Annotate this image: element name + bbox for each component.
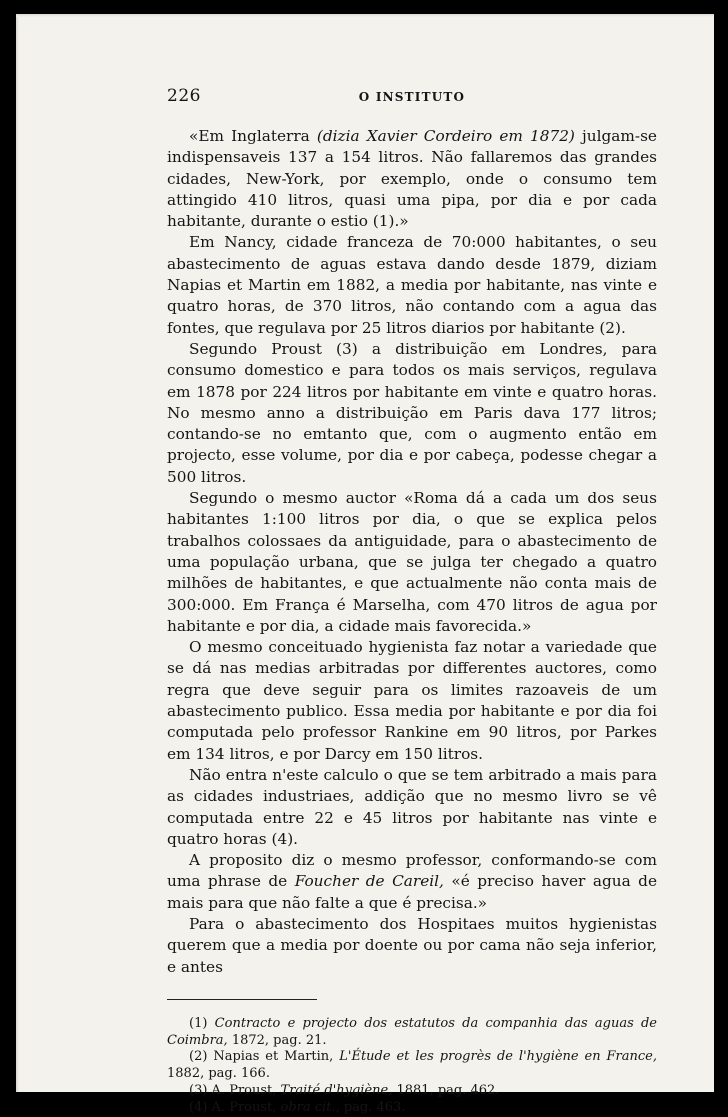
body-paragraph-text-run: O mesmo conceituado hygienista faz notar a variedade que se dá nas medias arbitradas por differentes auctores, como regra que deve seguir para os limites razoaveis de um abastecimento publico. Essa media por habitante e por dia foi computada pelo professor Rankine em 90 litros, por Parkes em 134 litros, e por Darcy em 150 litros. — [167, 638, 657, 763]
body-paragraph-text-run: Para o abastecimento dos Hospitaes muitos hygienistas querem que a media por doente ou por cama não seja inferior, e antes — [167, 914, 657, 976]
body-paragraph-text-run: «é preciso haver agua de mais para que não falte a que é precisa.» — [167, 872, 658, 912]
body-paragraph-1 — [167, 126, 657, 232]
body-paragraph-text-run: julgam-se indispensaveis 137 a 154 litros. Não fallaremos das grandes cidades, New-York, por exemplo, onde o consumo tem attingido 410 litros, quasi uma pipa, por dia e por cada habitante, durante o estio (1).» — [167, 127, 657, 231]
footnote-text-run: pag. 463. — [339, 1099, 406, 1115]
body-paragraph-text-run: Não entra n'este calculo o que se tem arbitrado a mais para as cidades industriaes, addição que no mesmo livro se vê computada entre 22 e 45 litros por habitante nas vinte e quatro horas (4). — [167, 765, 657, 848]
body-paragraph-text-run: Segundo o mesmo auctor «Roma dá a cada um dos seus habitantes 1:100 litros por dia, o que se explica pelos trabalhos colossaes da antiguidade, para o abastecimento de uma população urbana, que se julga ter chegado a quatro milhões de habitantes, e que actualmente não conta mais de 300:000. Em França é Marselha, com 470 litros de agua por habitante e por dia, a cidade mais favorecida.» — [167, 489, 657, 635]
footnote-text-run: (1) — [189, 1015, 215, 1031]
body-text — [167, 126, 657, 978]
page-header — [167, 86, 657, 108]
body-paragraph-4 — [167, 488, 657, 637]
body-paragraph-text-run: Em Nancy, cidade franceza de 70:000 habitantes, o seu abastecimento de aguas estava dando desde 1879, diziam Napias et Martin em 1882, a media por habitante, nas vinte e quatro horas, de 370 litros, não contando com a agua das fontes, que regulava por 25 litros diarios por habitante (2). — [167, 233, 657, 337]
footnote-rule — [167, 999, 317, 1000]
footnote-text-run: L'Étude et les progrès de l'hygiène en France, — [339, 1049, 657, 1065]
text-block — [167, 86, 657, 1117]
footnote-text-run: Contracto e projecto dos estatutos da companhia das aguas de Coimbra, — [167, 1015, 658, 1048]
body-paragraph-6 — [167, 765, 657, 850]
footnote-text-run: 1881, pag. 462. — [392, 1083, 500, 1099]
body-paragraph-text-run: Foucher de Careil, — [294, 872, 444, 891]
footnote-4 — [167, 1100, 657, 1117]
body-paragraph-text-run: Segundo Proust (3) a distribuição em Londres, para consumo domestico e para todos os mais serviços, regulava em 1878 por 224 litros por habitante em vinte e quatro horas. No mesmo anno a distribuição em Paris dava 177 litros; contando-se no emtanto que, com o augmento então em projecto, esse volume, por dia e por cabeça, podesse chegar a 500 litros. — [167, 339, 657, 486]
footnote-1 — [167, 1016, 657, 1050]
body-paragraph-5 — [167, 637, 657, 765]
footnote-text-run: Traité d'hygiène, — [280, 1083, 393, 1099]
body-paragraph-text-run: «Em Inglaterra — [189, 127, 317, 145]
running-title: O INSTITUTO — [358, 90, 466, 104]
footnote-3 — [167, 1083, 657, 1100]
footnote-text-run: (2) Napias et Martin, — [189, 1049, 340, 1065]
footnote-2 — [167, 1049, 657, 1083]
scan-edge-left — [16, 14, 19, 1092]
book-page — [16, 14, 714, 1115]
body-paragraph-text-run: A proposito diz o mesmo professor, conformando-se com uma phrase de — [167, 851, 657, 891]
body-paragraph-text-run: (dizia Xavier Cordeiro em 1872) — [316, 127, 575, 145]
scan-edge-top — [16, 14, 714, 17]
body-paragraph-7 — [167, 850, 657, 914]
body-paragraph-2 — [167, 232, 657, 338]
body-paragraph-3 — [167, 339, 657, 488]
footnote-text-run: (3) A. Proust, — [189, 1083, 281, 1099]
footnotes — [167, 1016, 657, 1117]
body-paragraph-8 — [167, 914, 657, 978]
footnote-text-run: 1872, pag. 21. — [227, 1032, 327, 1048]
footnote-text-run: 1882, pag. 166. — [167, 1066, 270, 1082]
footnote-text-run: obra cit., — [280, 1099, 340, 1115]
footnote-text-run: (4) A. Proust, — [189, 1099, 281, 1115]
page-number: 226 — [167, 86, 201, 106]
